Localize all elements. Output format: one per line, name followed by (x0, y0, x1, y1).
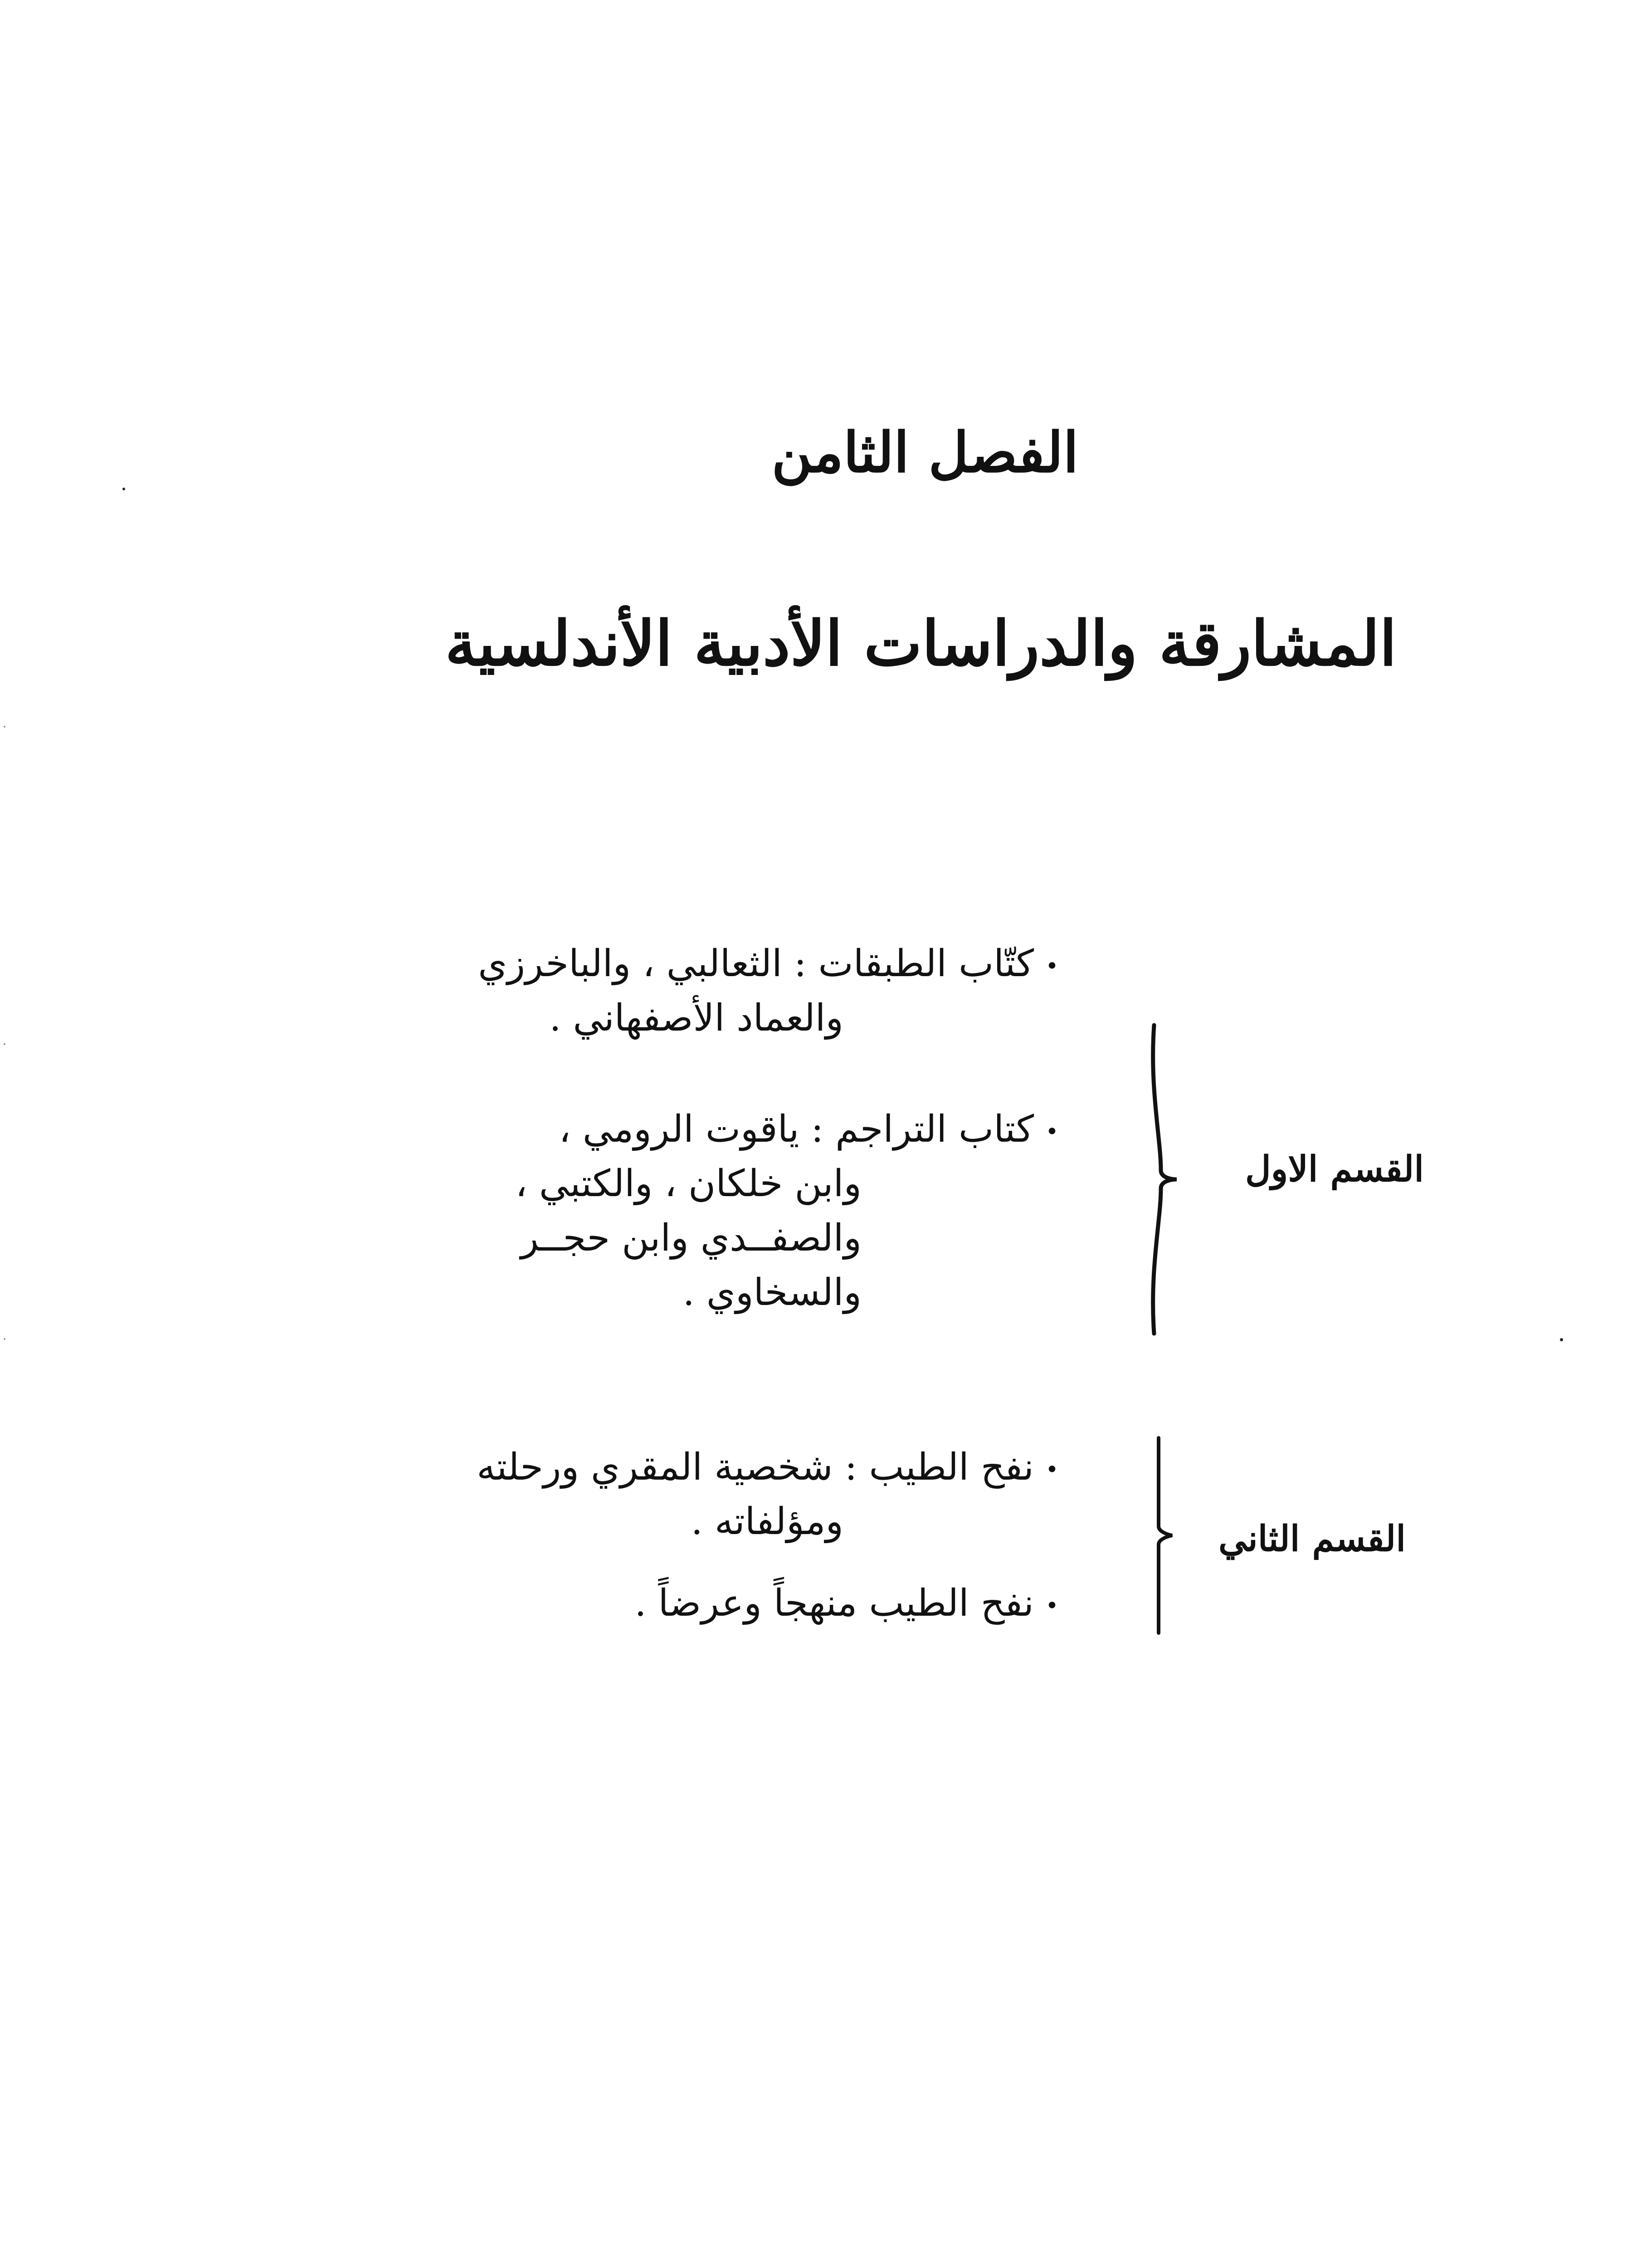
item-text: كتاب التراجم : ياقوت الرومي ، (559, 1108, 1034, 1151)
list-item (354, 943, 1070, 1052)
section-one-brace (1134, 1021, 1188, 1338)
scan-speck (4, 1338, 5, 1340)
section-two-brace (1134, 1433, 1188, 1637)
section-one-label: القسم الاول (1245, 1149, 1424, 1190)
scan-speck (4, 1043, 5, 1045)
list-item (354, 1109, 1070, 1327)
item-line-first (354, 1109, 1070, 1163)
list-item (354, 1447, 1070, 1556)
chapter-title: المشارقة والدراسات الأدبية الأندلسية (445, 607, 1397, 680)
bullet-icon: • (1045, 1457, 1059, 1483)
item-text: نفح الطيب منهجاً وعرضاً . (634, 1582, 1034, 1625)
item-line: وابن خلكان ، والكتبي ، (515, 1162, 862, 1205)
item-line-first (354, 1583, 1070, 1637)
item-text: نفح الطيب : شخصية المقري ورحلته (477, 1446, 1034, 1489)
item-line-first (354, 943, 1070, 998)
bullet-icon: • (1045, 1593, 1059, 1619)
bullet-icon: • (1045, 953, 1059, 979)
bullet-icon: • (1045, 1119, 1059, 1145)
chapter-label: الفصل الثامن (771, 420, 1079, 485)
item-line: والعماد الأصفهاني . (549, 997, 843, 1040)
scan-speck (4, 726, 5, 728)
item-line: والصفــدي وابن حجــر (521, 1217, 862, 1260)
section-two-label: القسم الثاني (1218, 1518, 1406, 1559)
scan-speck (122, 488, 125, 490)
item-line: والسخاوي . (682, 1271, 862, 1314)
item-line-first (354, 1447, 1070, 1501)
list-item (354, 1583, 1070, 1637)
scan-speck (1560, 1338, 1563, 1341)
item-text: كتّاب الطبقات : الثعالبي ، والباخرزي (478, 942, 1034, 985)
item-line: ومؤلفاته . (691, 1500, 843, 1543)
